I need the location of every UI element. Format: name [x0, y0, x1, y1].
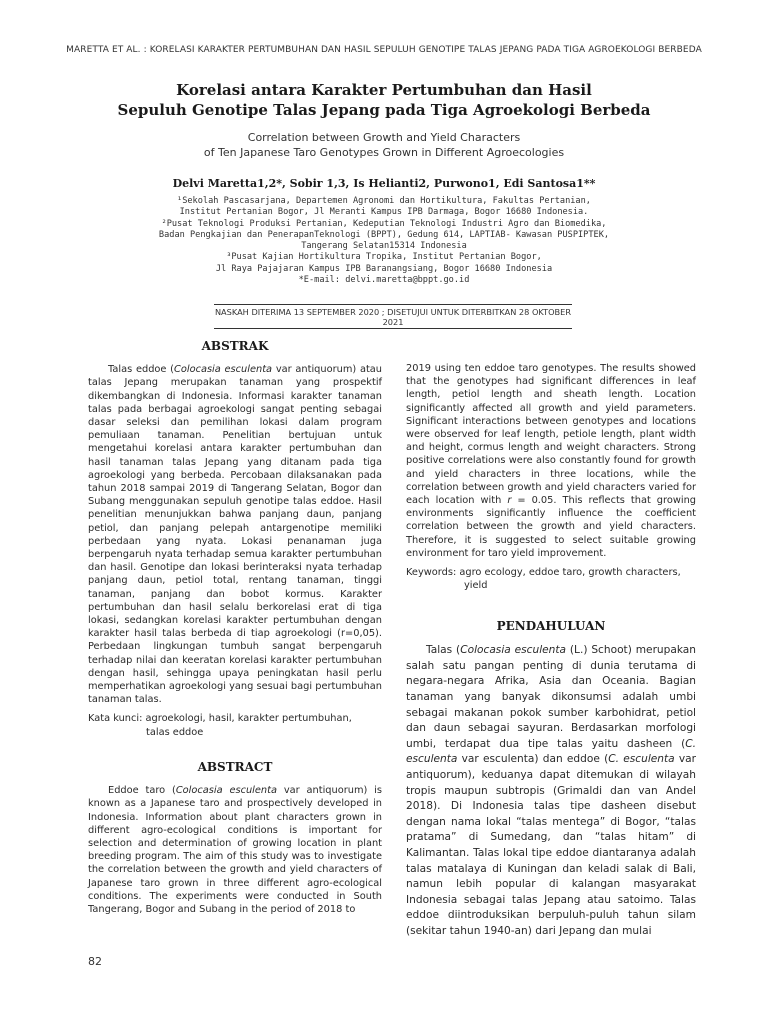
- paper-subtitle: [40, 130, 728, 160]
- abstrak-text: Talas eddoe (Colocasia esculenta var antiquorum) atau talas Jepang merupakan tanaman yang prospektif dikembangkan di Indonesia. Informasi karakter tanaman talas pada berbagai agroekologi sangat penting sebagai dasar seleksi dan pemilihan lokasi dalam program pemuliaan tanaman. Penelitian bertujuan untuk mengetahui korelasi antara karakter pertumbuhan dan hasil tanaman talas Jepang yang ditanam pada tiga agroekologi yang berbeda. Percobaan dilaksanakan pada tahun 2018 sampai 2019 di Tangerang Selatan, Bogor dan Subang menggunakan sepuluh genotipe talas eddoe. Hasil penelitian menunjukkan bahwa panjang daun, panjang petiol, dan panjang pelepah antargenotipe memiliki perbedaan yang nyata. Lokasi penanaman juga berpengaruh nyata terhadap semua karakter pertumbuhan dan hasil. Genotipe dan lokasi berinteraksi nyata terhadap panjang daun, petiol total, rentang tanaman, tinggi tanaman, panjang dan bobot kormus. Karakter pertumbuhan dan hasil selalu berkorelasi erat di tiga lokasi, sedangkan korelasi karakter pertumbuhan dengan karakter hasil talas berbeda di tiap agroekologi (r=0,05). Perbedaan lingkungan tumbuh sangat berpengaruh terhadap nilai dan keeratan korelasi karakter pertumbuhan dengan hasil, sehingga upaya peningkatan hasil perlu memperhatikan agroekologi yang sesuai bagi pertumbuhan tanaman talas.: [88, 364, 383, 706]
- page-number: 82: [88, 955, 102, 968]
- subtitle-line-1: Correlation between Growth and Yield Characters: [247, 131, 521, 144]
- affiliations: [80, 196, 688, 286]
- abstract-keywords: Keywords: agro ecology, eddoe taro, growth characters, yield: [406, 567, 681, 592]
- affiliation-line: Tangerang Selatan15314 Indonesia: [301, 241, 467, 252]
- abstract-text-right: 2019 using ten eddoe taro genotypes. The results showed that the genotypes had significant differences in leaf length, petiol length and sheath length. Location significantly affected all growth and yield parameters. Significant interactions between genotypes and locations were observed for leaf length, petiole length, plant width and height, cormus length and weight characters. Strong positive correlations were also constantly found for growth and yield characters in three locations, while the correlation between growth and yield characters varied for each location with r = 0.05. This reflects that growing environments significantly influence the coefficient correlation between the growth and yield characters. Therefore, it is suggested to select suitable growing environment for taro yield improvement.: [406, 363, 696, 559]
- pendahuluan-text: Talas (Colocasia esculenta (L.) Schoot) merupakan salah satu pangan penting di dunia terutama di negara-negara Afrika, Asia dan Oceania. Bagian tanaman yang banyak dikonsumsi adalah umbi sebagai makanan pokok sumber karbohidrat, petiol dan daun sebagai sayuran. Berdasarkan morfologi umbi, terdapat dua tipe talas yaitu dasheen (C. esculenta var esculenta) dan eddoe (C. esculenta var antiquorum), keduanya dapat ditemukan di wilayah tropis maupun subtropis (Grimaldi dan van Andel 2018). Di Indonesia talas tipe dasheen disebut dengan nama lokal “talas mentega” di Bogor, “talas pratama” di Sumedang, dan “talas hitam” di Kalimantan. Talas lokal tipe eddoe diantaranya adalah talas matalaya di Kuningan dan keladi salak di Bali, namun lebih popular di kalangan masyarakat Indonesia sebagai talas Jepang atau satoimo. Talas eddoe diintroduksikan berpuluh-puluh tahun silam (sekitar tahun 1940-an) dari Jepang dan mulai: [406, 644, 697, 937]
- subtitle-line-2: of Ten Japanese Taro Genotypes Grown in Different Agroecologies: [203, 146, 565, 159]
- affiliation-line: ³Pusat Kajian Hortikultura Tropika, Institut Pertanian Bogor,: [226, 252, 542, 263]
- left-column: [88, 340, 382, 916]
- affiliation-line: ¹Sekolah Pascasarjana, Departemen Agronomi dan Hortikultura, Fakultas Pertanian,: [177, 196, 591, 206]
- affiliation-line: *E-mail: delvi.maretta@bppt.go.id: [298, 275, 470, 286]
- authors: Delvi Maretta1,2*, Sobir 1,3, Is Helianti2, Purwono1, Edi Santosa1**: [172, 177, 596, 190]
- pendahuluan-heading: PENDAHULUAN: [496, 619, 606, 633]
- affiliation-line: Institut Pertanian Bogor, Jl Meranti Kampus IPB Darmaga, Bogor 16680 Indonesia.: [179, 207, 589, 218]
- abstract-text-left: Eddoe taro (Colocasia esculenta var antiquorum) is known as a Japanese taro and prospectively developed in Indonesia. Information about plant characters grown in different agro-ecological conditions is important for selection and determination of growing location in plant breeding program. The aim of this study was to investigate the correlation between the growth and yield characters of Japanese taro grown in three different agro-ecological conditions. The experiments were conducted in South Tangerang, Bogor and Subang in the period of 2018 to: [88, 785, 382, 915]
- abstrak-heading: ABSTRAK: [201, 339, 269, 353]
- running-head: MARETTA ET AL. : KORELASI KARAKTER PERTUMBUHAN DAN HASIL SEPULUH GENOTIPE TALAS JEPANG PADA TIGA AGROEKOLOGI BERBEDA: [66, 45, 702, 55]
- pendahuluan-section: [406, 620, 696, 939]
- title-line-1: Korelasi antara Karakter Pertumbuhan dan Hasil: [176, 81, 592, 99]
- affiliation-line: Badan Pengkajian dan PenerapanTeknologi (BPPT), Gedung 614, LAPTIAB- Kawasan PUSPIPTEK,: [158, 229, 610, 240]
- abstract-heading: ABSTRACT: [197, 759, 273, 774]
- paper-title: [40, 80, 728, 120]
- title-line-2: Sepuluh Genotipe Talas Jepang pada Tiga Agroekologi Berbeda: [117, 101, 651, 119]
- right-column: [406, 362, 696, 592]
- affiliation-line: ²Pusat Teknologi Produksi Pertanian, Kedeputian Teknologi Industri Agro dan Biomedika,: [161, 218, 607, 229]
- abstrak-keywords: Kata kunci: agroekologi, hasil, karakter pertumbuhan, talas eddoe: [88, 713, 352, 738]
- affiliation-line: Jl Raya Pajajaran Kampus IPB Baranangsiang, Bogor 16680 Indonesia: [215, 263, 553, 274]
- received-date-note: NASKAH DITERIMA 13 SEPTEMBER 2020 ; DISETUJUI UNTUK DITERBITKAN 28 OKTOBER 2021: [214, 304, 572, 329]
